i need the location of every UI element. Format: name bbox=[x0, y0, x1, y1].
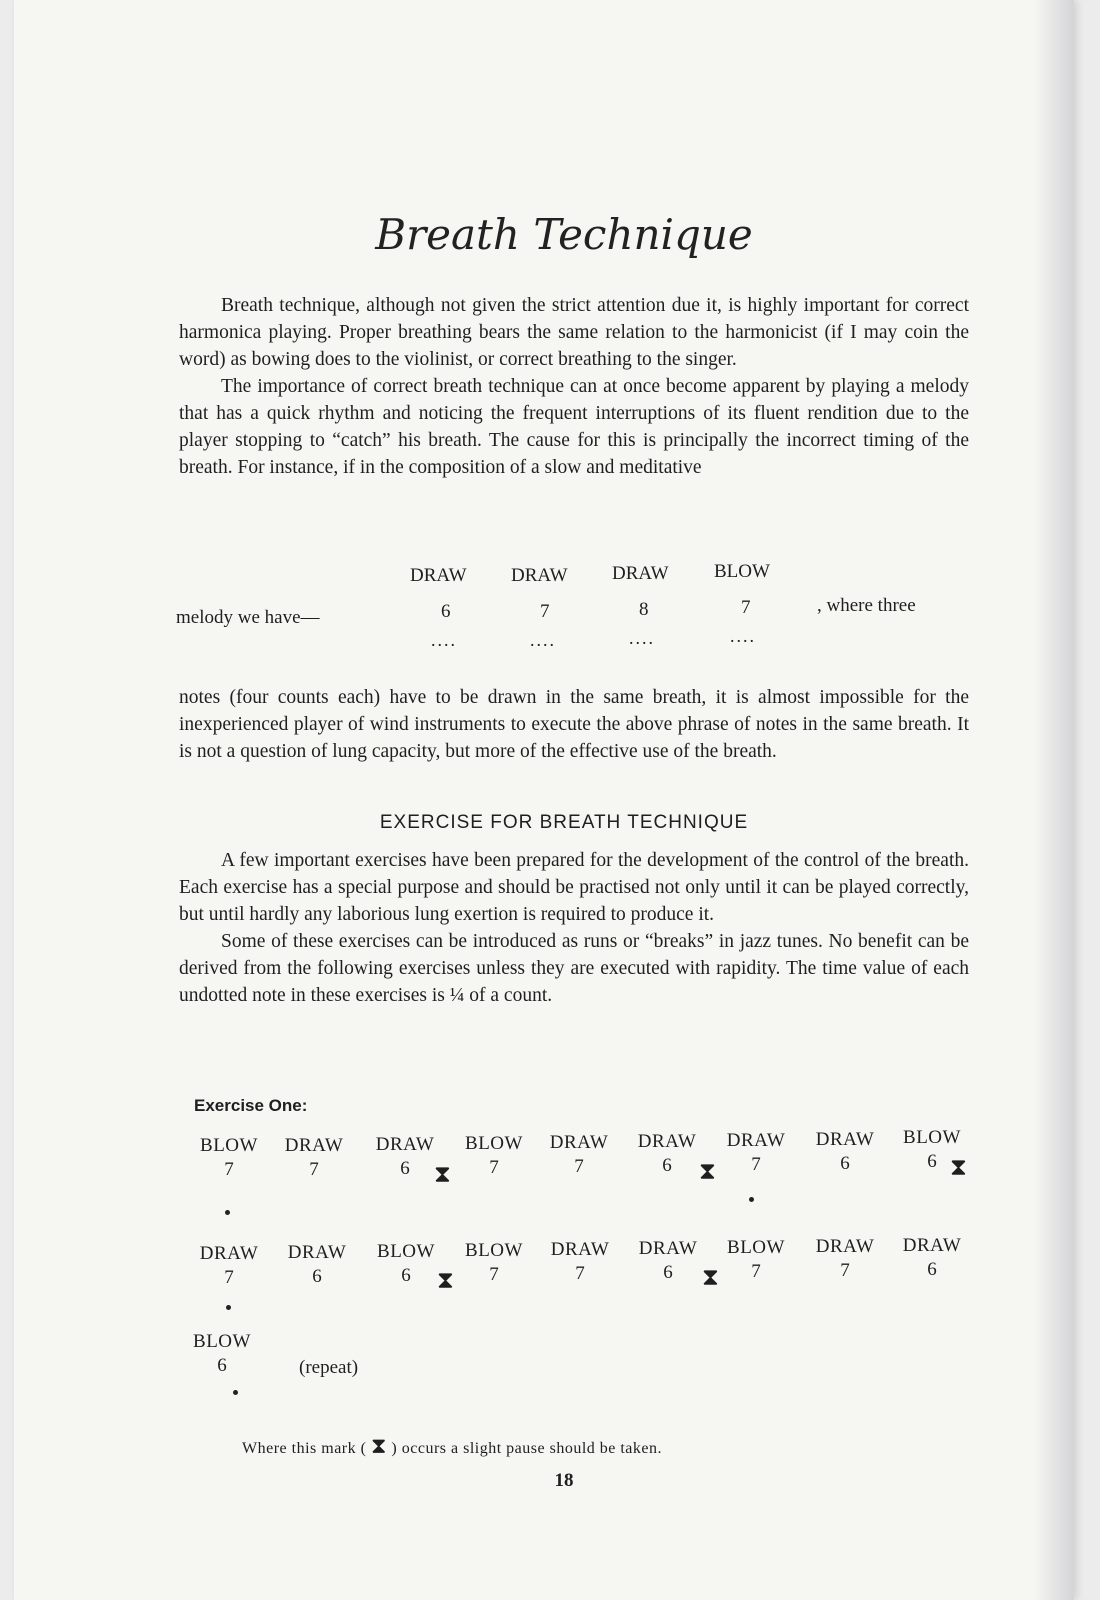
note-hole: 7 bbox=[751, 1154, 761, 1175]
note-hole: 6 bbox=[927, 1151, 937, 1172]
intro-paragraph-2: The importance of correct breath technique can at once become apparent by playing a melody that has a quick rhythm and noticing the frequent interruptions of its fluent rendition due to the player stopping to “catch” his breath. The cause for this is principally the incorrect timing of the breath. For instance, if in the composition of a slow and meditative bbox=[179, 376, 969, 478]
pause-mark-icon: ⧗ bbox=[437, 1268, 454, 1294]
note-hole: 7 bbox=[575, 1263, 585, 1284]
repeat-label: (repeat) bbox=[299, 1357, 359, 1378]
note-r2-9 bbox=[887, 1235, 977, 1281]
note-hole: 7 bbox=[309, 1159, 319, 1180]
melody-hole-4: 7 bbox=[741, 597, 751, 618]
dotted-note-mark bbox=[749, 1197, 754, 1202]
page-title: Breath Technique bbox=[375, 210, 753, 259]
note-hole: 6 bbox=[840, 1153, 850, 1174]
note-r1-1 bbox=[184, 1135, 274, 1181]
melody-hole-3: 8 bbox=[639, 599, 649, 620]
melody-dots-4: .... bbox=[730, 626, 756, 646]
after-melody-paragraph: notes (four counts each) have to be drawn in the same breath, it is almost impossible for the inexperienced player of wind instruments to execute the above phrase of notes in the same breath. It is not a question of lung capacity, but more of the effective use of the breath. bbox=[179, 687, 969, 762]
note-action: BLOW bbox=[727, 1237, 785, 1258]
note-hole: 7 bbox=[489, 1264, 499, 1285]
note-action: DRAW bbox=[902, 1235, 962, 1256]
pause-mark-icon: ⧗ bbox=[699, 1159, 716, 1185]
note-action: DRAW bbox=[549, 1132, 609, 1153]
note-action: DRAW bbox=[815, 1129, 875, 1150]
note-action: DRAW bbox=[199, 1243, 259, 1264]
melody-dots-2: .... bbox=[530, 630, 556, 650]
page-number: 18 bbox=[554, 1470, 574, 1491]
note-r2-2 bbox=[272, 1242, 362, 1288]
melody-hole-2: 7 bbox=[540, 601, 550, 622]
melody-hole-1: 6 bbox=[441, 601, 451, 622]
dotted-note-mark bbox=[233, 1390, 238, 1395]
melody-lead: melody we have— bbox=[176, 607, 320, 628]
note-hole: 6 bbox=[312, 1266, 322, 1287]
footnote-text-before: Where this mark ( bbox=[242, 1440, 367, 1457]
note-action: DRAW bbox=[284, 1135, 344, 1156]
section-heading: EXERCISE FOR BREATH TECHNIQUE bbox=[379, 812, 749, 833]
pause-mark-icon: ⧗ bbox=[702, 1265, 719, 1291]
pause-mark-icon: ⧗ bbox=[950, 1155, 967, 1181]
note-action: DRAW bbox=[287, 1242, 347, 1263]
note-hole: 6 bbox=[927, 1259, 937, 1280]
pause-mark-icon: ⧗ bbox=[370, 1433, 387, 1458]
melody-action-4: BLOW bbox=[714, 561, 770, 582]
note-action: BLOW bbox=[465, 1240, 523, 1261]
note-action: DRAW bbox=[638, 1238, 698, 1259]
melody-action-2: DRAW bbox=[511, 565, 568, 586]
dotted-note-mark bbox=[225, 1210, 230, 1215]
note-r1-7 bbox=[711, 1130, 801, 1176]
book-page bbox=[14, 0, 1074, 1600]
note-r2-4 bbox=[449, 1240, 539, 1286]
note-r2-8 bbox=[800, 1236, 890, 1282]
intro-text bbox=[179, 292, 969, 481]
melody-dots-1: .... bbox=[431, 630, 457, 650]
note-hole: 6 bbox=[217, 1355, 227, 1376]
note-hole: 6 bbox=[400, 1158, 410, 1179]
footnote bbox=[242, 1433, 662, 1459]
melody-trail: , where three bbox=[817, 595, 916, 616]
melody-dots-3: .... bbox=[629, 628, 655, 648]
note-action: DRAW bbox=[637, 1131, 697, 1152]
note-r1-5 bbox=[534, 1132, 624, 1178]
note-hole: 7 bbox=[840, 1260, 850, 1281]
note-action: BLOW bbox=[200, 1135, 258, 1156]
note-hole: 6 bbox=[662, 1155, 672, 1176]
note-action: BLOW bbox=[465, 1133, 523, 1154]
note-action: DRAW bbox=[550, 1239, 610, 1260]
note-action: DRAW bbox=[375, 1134, 435, 1155]
pause-mark-icon: ⧗ bbox=[434, 1162, 451, 1188]
note-r2-6 bbox=[623, 1238, 713, 1284]
melody-action-3: DRAW bbox=[612, 563, 669, 584]
exercise-paragraph-1: A few important exercises have been prepared for the development of the control of the breath. Each exercise has a special purpose and should be practised not only until it can be played correctly, but until hardly any laborious lung exertion is required to produce it. bbox=[179, 850, 969, 925]
note-hole: 6 bbox=[401, 1265, 411, 1286]
note-action: BLOW bbox=[903, 1127, 961, 1148]
note-hole: 7 bbox=[224, 1159, 234, 1180]
exercise-intro-text bbox=[179, 847, 969, 1009]
note-r1-8 bbox=[800, 1129, 890, 1175]
footnote-text-after: ) occurs a slight pause should be taken. bbox=[391, 1440, 663, 1457]
exercise-one-label: Exercise One: bbox=[194, 1096, 308, 1115]
after-melody-text bbox=[179, 684, 969, 765]
note-r2-7 bbox=[711, 1237, 801, 1283]
note-action: BLOW bbox=[377, 1241, 435, 1262]
note-action: DRAW bbox=[726, 1130, 786, 1151]
note-hole: 7 bbox=[489, 1157, 499, 1178]
note-r1-2 bbox=[269, 1135, 359, 1181]
dotted-note-mark bbox=[226, 1305, 231, 1310]
note-hole: 7 bbox=[751, 1261, 761, 1282]
intro-paragraph-1: Breath technique, although not given the strict attention due it, is highly important for correct harmonica playing. Proper breathing bears the same relation to the harmonicist (if I may coin the word) as bowing does to the violinist, or correct breathing to the singer. bbox=[179, 295, 969, 370]
note-action: DRAW bbox=[815, 1236, 875, 1257]
note-r2-5 bbox=[535, 1239, 625, 1285]
note-hole: 7 bbox=[574, 1156, 584, 1177]
note-hole: 7 bbox=[224, 1267, 234, 1288]
melody-action-1: DRAW bbox=[410, 565, 467, 586]
note-hole: 6 bbox=[663, 1262, 673, 1283]
note-r2-1 bbox=[184, 1243, 274, 1289]
note-r3-1 bbox=[177, 1331, 267, 1377]
note-r1-4 bbox=[449, 1133, 539, 1179]
note-action: BLOW bbox=[193, 1331, 251, 1352]
exercise-paragraph-2: Some of these exercises can be introduced as runs or “breaks” in jazz tunes. No benefit can be derived from the following exercises unless they are executed with rapidity. The time value of each undotted note in these exercises is ¼ of a count. bbox=[179, 931, 969, 1006]
